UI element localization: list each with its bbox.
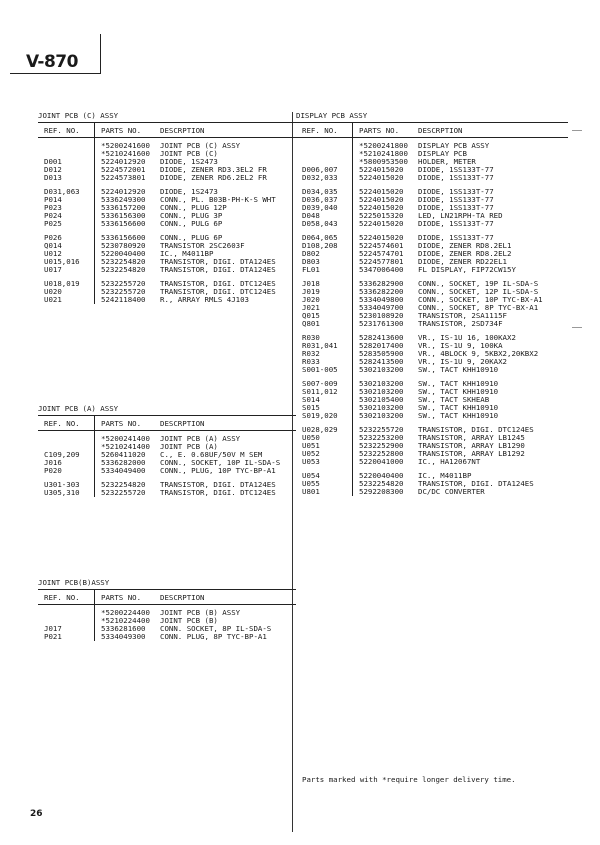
description-cell: TRANSISTOR, ARRAY LB1245 — [418, 433, 525, 442]
description-cell: C., E. 0.68UF/50V M SEM — [160, 450, 263, 459]
parts-row — [38, 296, 296, 304]
parts-row — [296, 328, 568, 342]
ref-no-cell: J018 — [296, 274, 353, 288]
ref-no-cell: S011,012 — [296, 388, 353, 396]
parts-no-cell: 5283505900 — [359, 349, 404, 358]
description-cell: CONN., SOCKET, 10P TYC-BX-A1 — [418, 295, 543, 304]
ref-no-cell: FL01 — [296, 266, 353, 274]
parts-no-cell: 5224577801 — [359, 257, 404, 266]
parts-no-cell: *5200224400 — [101, 608, 150, 617]
description-cell: SW., TACT KHH10910 — [418, 411, 499, 420]
description-cell: DIODE, 1S2473 — [160, 157, 218, 166]
ref-no-cell: R032 — [296, 350, 353, 358]
description-cell: SW., TACT KHH10910 — [418, 387, 499, 396]
section-title: DISPLAY PCB ASSY — [296, 111, 368, 120]
header-description: DESCRPTION — [154, 123, 296, 138]
ref-no-cell: U051 — [296, 442, 353, 450]
parts-table — [38, 122, 296, 304]
parts-no-cell: 5232255720 — [359, 425, 404, 434]
description-cell: CONN., PLUG 12P — [160, 203, 227, 212]
header-parts-no: PARTS NO. — [95, 590, 155, 605]
margin-tick — [572, 327, 582, 328]
description-cell: CONN., PLUG, 10P TYC-BP-A1 — [160, 466, 276, 475]
description-cell: VR., 4BLOCK 9, 5KBX2,20KBX2 — [418, 349, 539, 358]
description-cell: CONN., PLUG 6P — [160, 233, 223, 242]
ref-no-cell: U017 — [38, 266, 95, 274]
ref-no-cell: D013 — [38, 174, 95, 182]
parts-no-cell: 5302105400 — [359, 395, 404, 404]
ref-no-cell: U801 — [296, 488, 353, 496]
description-cell: HOLDER, METER — [418, 157, 476, 166]
ref-no-cell: S014 — [296, 396, 353, 404]
description-cell: CONN., PULG 6P — [160, 219, 223, 228]
parts-no-cell: 5334049700 — [359, 303, 404, 312]
description-cell: TRANSISTOR, DIGI. DTA124ES — [160, 265, 276, 274]
description-cell: SW., TACT KHH10910 — [418, 365, 499, 374]
parts-no-cell: 5220040400 — [359, 471, 404, 480]
parts-row — [38, 489, 296, 497]
parts-no-cell: *5200241400 — [101, 434, 150, 443]
parts-no-cell: 5232252900 — [359, 441, 404, 450]
description-cell: TRANSISTOR, DIGI. DTA124ES — [418, 479, 534, 488]
parts-no-cell: 5302103200 — [359, 387, 404, 396]
parts-no-cell: 5336156600 — [101, 233, 146, 242]
description-cell: R., ARRAY RMLS 4J103 — [160, 295, 249, 304]
ref-no-cell: D001 — [38, 158, 95, 166]
parts-row — [38, 274, 296, 288]
parts-no-cell: 5302103200 — [359, 365, 404, 374]
parts-no-cell: 5336157200 — [101, 203, 146, 212]
description-cell: TRANSISTOR 2SC2603F — [160, 241, 245, 250]
parts-row — [296, 266, 568, 274]
parts-no-cell: 5220040400 — [101, 249, 146, 258]
description-cell: TRANSISTOR, ARRAY LB1290 — [418, 441, 525, 450]
parts-no-cell: 5347006400 — [359, 265, 404, 274]
description-cell: DIODE, 1SS133T-77 — [418, 195, 494, 204]
parts-no-cell: 5224015020 — [359, 203, 404, 212]
parts-no-cell: 5224015020 — [359, 187, 404, 196]
ref-no-cell: R030 — [296, 328, 353, 342]
description-cell: CONN., SOCKET, 19P IL-SDA-S — [418, 279, 539, 288]
parts-no-cell: 5220041000 — [359, 457, 404, 466]
ref-no-cell: U053 — [296, 458, 353, 466]
header-parts-no: PARTS NO. — [95, 123, 155, 138]
description-cell: DC/DC CONVERTER — [418, 487, 485, 496]
ref-no-cell: D031,063 — [38, 182, 95, 196]
parts-table — [296, 122, 568, 496]
parts-row — [38, 228, 296, 242]
ref-no-cell: U301-303 — [38, 475, 95, 489]
description-cell: VR., IS-1U 9, 100KA — [418, 341, 503, 350]
parts-no-cell: 5224015020 — [359, 219, 404, 228]
parts-row — [38, 182, 296, 196]
parts-no-cell: 5292208300 — [359, 487, 404, 496]
description-cell: DISPLAY PCB ASSY — [418, 141, 490, 150]
parts-no-cell: 5302103200 — [359, 379, 404, 388]
ref-no-cell — [38, 605, 95, 618]
parts-table — [38, 415, 296, 497]
section-title: JOINT PCB (A) ASSY — [38, 404, 119, 413]
parts-table — [38, 589, 296, 641]
parts-no-cell: 5336282000 — [101, 458, 146, 467]
description-cell: VR., IS-1U 9, 20KAX2 — [418, 357, 507, 366]
ref-no-cell: J019 — [296, 288, 353, 296]
description-cell: DIODE, 1SS133T-77 — [418, 219, 494, 228]
description-cell: SW., TACT KHH10910 — [418, 403, 499, 412]
description-cell: JOINT PCB (B) ASSY — [160, 608, 241, 617]
parts-no-cell: *5210241600 — [101, 149, 150, 158]
section-display-pcb — [296, 111, 568, 496]
description-cell: TRANSISTOR, DIGI. DTC124ES — [418, 425, 534, 434]
description-cell: TRANSISTOR, DIGI. DTA124ES — [160, 480, 276, 489]
ref-no-cell: J021 — [296, 304, 353, 312]
parts-no-cell: *5800953500 — [359, 157, 408, 166]
description-cell: IC., HA12067NT — [418, 457, 481, 466]
description-cell: DIODE, 1S2473 — [160, 187, 218, 196]
description-cell: IC., M4011BP — [418, 471, 472, 480]
section-joint-pcb-b — [38, 578, 296, 641]
ref-no-cell: C109,209 — [38, 451, 95, 459]
ref-no-cell: D006,007 — [296, 166, 353, 174]
parts-row — [296, 228, 568, 242]
parts-row — [296, 274, 568, 288]
parts-no-cell: 5334049800 — [359, 295, 404, 304]
description-cell: FL DISPLAY, FIP72CW15Y — [418, 265, 516, 274]
ref-no-cell: U305,310 — [38, 489, 95, 497]
section-title: JOINT PCB(B)ASSY — [38, 578, 110, 587]
parts-no-cell: 5336282900 — [359, 279, 404, 288]
description-cell: TRANSISTOR, DIGI. DTC124ES — [160, 279, 276, 288]
parts-no-cell: *5210241800 — [359, 149, 408, 158]
parts-no-cell: 5302103200 — [359, 411, 404, 420]
ref-no-cell: U018,019 — [38, 274, 95, 288]
parts-no-cell: 5260411020 — [101, 450, 146, 459]
description-cell: CONN., SOCKET, 10P IL-SDA-S — [160, 458, 281, 467]
parts-no-cell: 5232254820 — [101, 480, 146, 489]
header-horizontal-rule — [10, 73, 101, 74]
margin-tick — [572, 130, 582, 131]
ref-no-cell — [38, 138, 95, 151]
description-cell: CONN. PLUG, 8P TYC-BP-A1 — [160, 632, 267, 641]
parts-no-cell: *5210241400 — [101, 442, 150, 451]
description-cell: JOINT PCB (C) ASSY — [160, 141, 241, 150]
description-cell: TRANSISTOR, 2SD734F — [418, 319, 503, 328]
parts-no-cell: 5224012920 — [101, 187, 146, 196]
description-cell: SW., TACT SKHEAB — [418, 395, 490, 404]
ref-no-cell: D036,037 — [296, 196, 353, 204]
parts-row — [296, 220, 568, 228]
parts-no-cell: 5231761300 — [359, 319, 404, 328]
parts-no-cell: 5232253200 — [359, 433, 404, 442]
ref-no-cell: Q015 — [296, 312, 353, 320]
ref-no-cell: S007-009 — [296, 374, 353, 388]
parts-no-cell: 5336281600 — [101, 624, 146, 633]
description-cell: DIODE, ZENER RD22EL1 — [418, 257, 507, 266]
description-cell: CONN., SOCKET, 12P IL-SDA-S — [418, 287, 539, 296]
description-cell: TRANSISTOR, DIGI. DTA124ES — [160, 257, 276, 266]
ref-no-cell: D012 — [38, 166, 95, 174]
header-parts-no: PARTS NO. — [95, 416, 155, 431]
ref-no-cell: J020 — [296, 296, 353, 304]
ref-no-cell: D048 — [296, 212, 353, 220]
section-title: JOINT PCB (C) ASSY — [38, 111, 119, 120]
footnote: Parts marked with *require longer delivery time. — [302, 775, 516, 784]
parts-row — [296, 320, 568, 328]
description-cell: DIODE, 1SS133T-77 — [418, 173, 494, 182]
header-parts-no: PARTS NO. — [353, 123, 413, 138]
header-ref-no: REF. NO. — [38, 590, 95, 605]
parts-row — [38, 467, 296, 475]
description-cell: DIODE, 1SS133T-77 — [418, 203, 494, 212]
ref-no-cell: P025 — [38, 220, 95, 228]
ref-no-cell: U015,016 — [38, 258, 95, 266]
ref-no-cell: D034,035 — [296, 182, 353, 196]
parts-no-cell: 5224015020 — [359, 165, 404, 174]
parts-row — [296, 466, 568, 480]
description-cell: TRANSISTOR, ARRAY LB1292 — [418, 449, 525, 458]
ref-no-cell: R033 — [296, 358, 353, 366]
ref-no-cell: U054 — [296, 466, 353, 480]
parts-no-cell: 5232252800 — [359, 449, 404, 458]
ref-no-cell — [296, 138, 353, 151]
parts-row — [296, 366, 568, 374]
header-description: DESCRPTION — [412, 123, 568, 138]
ref-no-cell: Q801 — [296, 320, 353, 328]
ref-no-cell: D032,033 — [296, 174, 353, 182]
parts-row — [38, 174, 296, 182]
parts-no-cell: 5232254820 — [101, 265, 146, 274]
ref-no-cell: P020 — [38, 467, 95, 475]
parts-no-cell: 5336156300 — [101, 211, 146, 220]
description-cell: DISPLAY PCB — [418, 149, 467, 158]
ref-no-cell: P021 — [38, 633, 95, 641]
parts-no-cell: 5225015320 — [359, 211, 404, 220]
description-cell: TRANSISTOR, DIGI. DTC124ES — [160, 287, 276, 296]
description-cell: CONN., SOCKET, 8P TYC-BX-A1 — [418, 303, 539, 312]
description-cell: CONN., PLUG 3P — [160, 211, 223, 220]
page-number: 26 — [30, 809, 43, 819]
parts-row — [296, 174, 568, 182]
parts-row — [296, 374, 568, 388]
parts-row — [296, 420, 568, 434]
ref-no-cell: Q014 — [38, 242, 95, 250]
description-cell: IC., M4011BP — [160, 249, 214, 258]
parts-no-cell: 5282017400 — [359, 341, 404, 350]
description-cell: JOINT PCB (A) ASSY — [160, 434, 241, 443]
description-cell: LED, LN21RPH-TA RED — [418, 211, 503, 220]
parts-no-cell: 5224574601 — [359, 241, 404, 250]
ref-no-cell: P026 — [38, 228, 95, 242]
parts-no-cell: 5334049300 — [101, 632, 146, 641]
parts-no-cell: 5336282200 — [359, 287, 404, 296]
parts-no-cell: 5334049400 — [101, 466, 146, 475]
description-cell: JOINT PCB (A) — [160, 442, 218, 451]
description-cell: JOINT PCB (B) — [160, 616, 218, 625]
parts-no-cell: 5232254820 — [101, 257, 146, 266]
parts-no-cell: 5230108920 — [359, 311, 404, 320]
parts-no-cell: 5224573801 — [101, 173, 146, 182]
parts-no-cell: 5232255720 — [101, 488, 146, 497]
parts-no-cell: 5242118400 — [101, 295, 146, 304]
description-cell: TRANSISTOR, DIGI. DTC124ES — [160, 488, 276, 497]
ref-no-cell: J016 — [38, 459, 95, 467]
description-cell: DIODE, ZENER RD3.3EL2 FR — [160, 165, 267, 174]
parts-row — [296, 182, 568, 196]
parts-no-cell: *5200241800 — [359, 141, 408, 150]
parts-row — [296, 458, 568, 466]
parts-row — [296, 412, 568, 420]
ref-no-cell: U028,029 — [296, 420, 353, 434]
parts-no-cell: 5224574701 — [359, 249, 404, 258]
parts-no-cell: *5210224400 — [101, 616, 150, 625]
ref-no-cell: S001-005 — [296, 366, 353, 374]
ref-no-cell: U021 — [38, 296, 95, 304]
description-cell: SW., TACT KHH10910 — [418, 379, 499, 388]
parts-no-cell: *5200241600 — [101, 141, 150, 150]
ref-no-cell: D064,065 — [296, 228, 353, 242]
parts-no-cell: 5224015020 — [359, 195, 404, 204]
parts-no-cell: 5224015020 — [359, 173, 404, 182]
description-cell: DIODE, ZENER RD8.2EL1 — [418, 241, 512, 250]
parts-no-cell: 5232255720 — [101, 279, 146, 288]
ref-no-cell: U020 — [38, 288, 95, 296]
parts-row — [38, 266, 296, 274]
parts-row — [38, 475, 296, 489]
description-cell: CONN., PL. B03B-PH-K-S WHT — [160, 195, 276, 204]
ref-no-cell: R031,041 — [296, 342, 353, 350]
ref-no-cell: U055 — [296, 480, 353, 488]
ref-no-cell: U052 — [296, 450, 353, 458]
parts-no-cell: 5336156600 — [101, 219, 146, 228]
description-cell: DIODE, 1SS133T-77 — [418, 233, 494, 242]
ref-no-cell: D803 — [296, 258, 353, 266]
parts-no-cell: 5302103200 — [359, 403, 404, 412]
description-cell: DIODE, 1SS133T-77 — [418, 187, 494, 196]
header-ref-no: REF. NO. — [38, 123, 95, 138]
header-ref-no: REF. NO. — [38, 416, 95, 431]
ref-no-cell — [296, 150, 353, 158]
description-cell: JOINT PCB (C) — [160, 149, 218, 158]
ref-no-cell: U050 — [296, 434, 353, 442]
description-cell: DIODE, ZENER RD6.2EL2 FR — [160, 173, 267, 182]
section-joint-pcb-a — [38, 404, 296, 497]
header-description: DESCRPTION — [154, 416, 296, 431]
description-cell: DIODE, ZENER RD8.2EL2 — [418, 249, 512, 258]
header-description: DESCRPTION — [154, 590, 296, 605]
description-cell: DIODE, 1SS133T-77 — [418, 165, 494, 174]
ref-no-cell: P023 — [38, 204, 95, 212]
ref-no-cell: P024 — [38, 212, 95, 220]
header-vertical-rule — [100, 34, 101, 74]
parts-no-cell: 5224012920 — [101, 157, 146, 166]
parts-no-cell: 5224015020 — [359, 233, 404, 242]
model-title: V-870 — [26, 52, 78, 72]
ref-no-cell: J017 — [38, 625, 95, 633]
description-cell: VR., IS-1U 16, 100KAX2 — [418, 333, 516, 342]
parts-no-cell: 5232255720 — [101, 287, 146, 296]
ref-no-cell: D802 — [296, 250, 353, 258]
ref-no-cell: U012 — [38, 250, 95, 258]
ref-no-cell: D058,043 — [296, 220, 353, 228]
parts-no-cell: 5282413600 — [359, 333, 404, 342]
ref-no-cell — [38, 431, 95, 444]
ref-no-cell: D108,208 — [296, 242, 353, 250]
parts-row — [38, 633, 296, 641]
parts-no-cell: 5282413500 — [359, 357, 404, 366]
parts-no-cell: 5230780920 — [101, 241, 146, 250]
ref-no-cell: P014 — [38, 196, 95, 204]
parts-no-cell: 5224572001 — [101, 165, 146, 174]
section-joint-pcb-c — [38, 111, 296, 304]
ref-no-cell: S019,020 — [296, 412, 353, 420]
parts-no-cell: 5336249300 — [101, 195, 146, 204]
parts-row — [296, 488, 568, 496]
parts-row — [38, 220, 296, 228]
ref-no-cell: S015 — [296, 404, 353, 412]
description-cell: TRANSISTOR, 2SA1115F — [418, 311, 507, 320]
description-cell: CONN. SOCKET, 8P IL-SDA-S — [160, 624, 272, 633]
header-ref-no: REF. NO. — [296, 123, 353, 138]
parts-no-cell: 5232254820 — [359, 479, 404, 488]
ref-no-cell: D039,040 — [296, 204, 353, 212]
